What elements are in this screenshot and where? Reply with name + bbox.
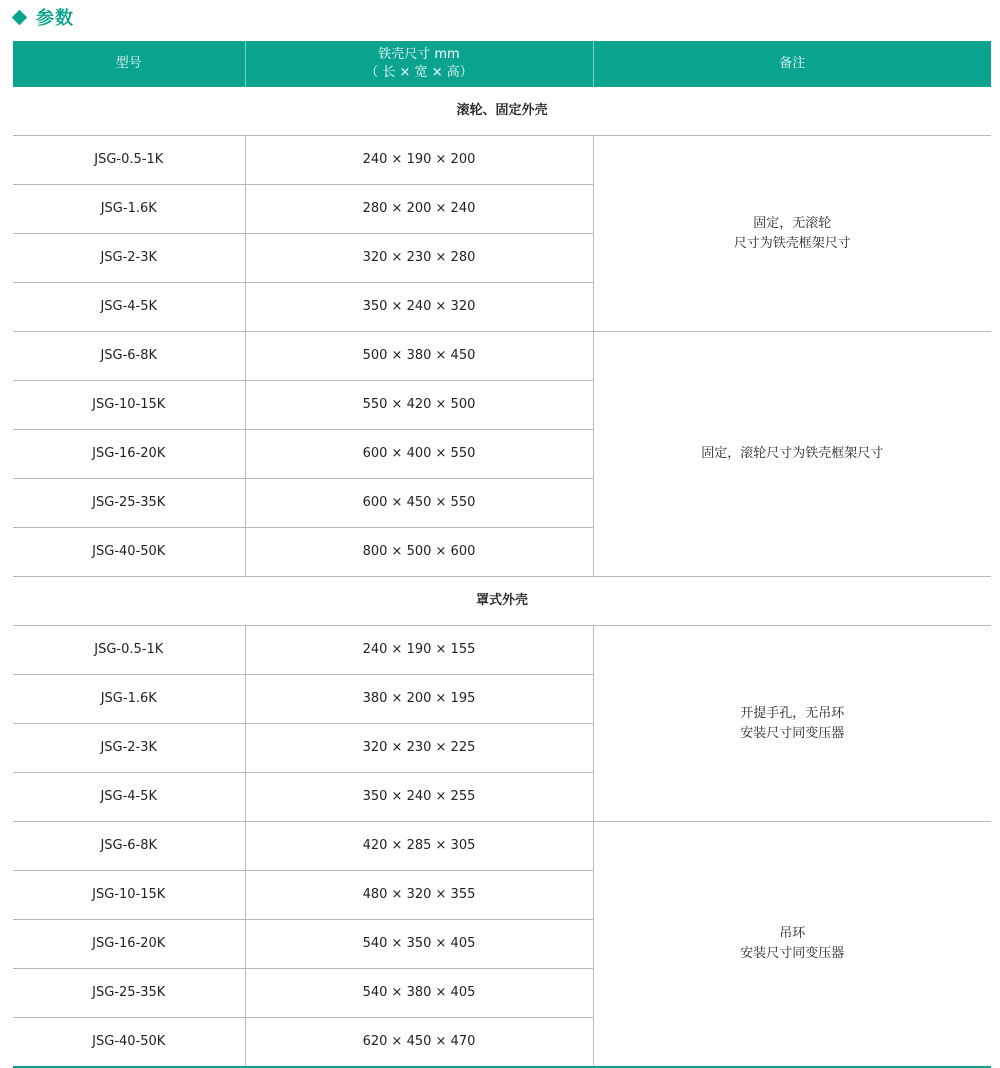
note-line: 固定，无滚轮 xyxy=(753,215,832,231)
table-header-row xyxy=(13,41,991,87)
size-cell: 600 × 450 × 550 xyxy=(245,479,593,528)
model-cell: JSG-10-15K xyxy=(13,871,245,920)
table-row xyxy=(13,822,991,871)
size-cell: 620 × 450 × 470 xyxy=(245,1018,593,1068)
table-row xyxy=(13,332,991,381)
header-size xyxy=(245,41,593,87)
size-cell: 320 × 230 × 280 xyxy=(245,234,593,283)
size-cell: 480 × 320 × 355 xyxy=(245,871,593,920)
note-line: 安装尺寸同变压器 xyxy=(740,946,845,961)
note-line: 开提手孔，无吊环 xyxy=(740,705,845,721)
size-cell: 800 × 500 × 600 xyxy=(245,528,593,577)
section-heading xyxy=(12,2,74,32)
model-cell: JSG-40-50K xyxy=(13,1018,245,1068)
size-cell: 540 × 350 × 405 xyxy=(245,920,593,969)
model-cell: JSG-4-5K xyxy=(13,283,245,332)
size-cell: 420 × 285 × 305 xyxy=(245,822,593,871)
section-row xyxy=(13,87,991,136)
model-cell: JSG-6-8K xyxy=(13,332,245,381)
note-line: 吊环 xyxy=(779,926,806,941)
model-cell: JSG-2-3K xyxy=(13,724,245,773)
note-line: 安装尺寸同变压器 xyxy=(740,725,845,741)
model-cell: JSG-25-35K xyxy=(13,969,245,1018)
note-cell xyxy=(593,822,991,1068)
size-cell: 320 × 230 × 225 xyxy=(245,724,593,773)
note-cell xyxy=(593,332,991,577)
parameter-table xyxy=(13,41,991,1068)
model-cell: JSG-0.5-1K xyxy=(13,136,245,185)
note-cell xyxy=(593,626,991,822)
size-cell: 540 × 380 × 405 xyxy=(245,969,593,1018)
header-note: 备注 xyxy=(593,41,991,87)
size-cell: 500 × 380 × 450 xyxy=(245,332,593,381)
model-cell: JSG-16-20K xyxy=(13,920,245,969)
size-cell: 380 × 200 × 195 xyxy=(245,675,593,724)
header-model: 型号 xyxy=(13,41,245,87)
table-row xyxy=(13,136,991,185)
model-cell: JSG-6-8K xyxy=(13,822,245,871)
header-size-line2: （ 长 × 宽 × 高） xyxy=(365,65,473,80)
size-cell: 600 × 400 × 550 xyxy=(245,430,593,479)
section-title-cell: 滚轮、固定外壳 xyxy=(13,87,991,136)
section-title: 参数 xyxy=(36,8,74,29)
size-cell: 350 × 240 × 255 xyxy=(245,773,593,822)
size-cell: 280 × 200 × 240 xyxy=(245,185,593,234)
model-cell: JSG-1.6K xyxy=(13,675,245,724)
header-size-line1: 铁壳尺寸 mm xyxy=(378,47,460,62)
model-cell: JSG-4-5K xyxy=(13,773,245,822)
size-cell: 550 × 420 × 500 xyxy=(245,381,593,430)
model-cell: JSG-10-15K xyxy=(13,381,245,430)
note-line: 固定，滚轮尺寸为铁壳框架尺寸 xyxy=(701,446,884,461)
model-cell: JSG-16-20K xyxy=(13,430,245,479)
section-title-cell: 罩式外壳 xyxy=(13,577,991,626)
table-body xyxy=(13,87,991,1067)
diamond-bullet-icon xyxy=(12,9,28,25)
size-cell: 240 × 190 × 155 xyxy=(245,626,593,675)
model-cell: JSG-2-3K xyxy=(13,234,245,283)
table-row xyxy=(13,626,991,675)
model-cell: JSG-1.6K xyxy=(13,185,245,234)
model-cell: JSG-25-35K xyxy=(13,479,245,528)
note-cell xyxy=(593,136,991,332)
model-cell: JSG-0.5-1K xyxy=(13,626,245,675)
model-cell: JSG-40-50K xyxy=(13,528,245,577)
size-cell: 350 × 240 × 320 xyxy=(245,283,593,332)
note-line: 尺寸为铁壳框架尺寸 xyxy=(733,235,851,251)
size-cell: 240 × 190 × 200 xyxy=(245,136,593,185)
section-row xyxy=(13,577,991,626)
